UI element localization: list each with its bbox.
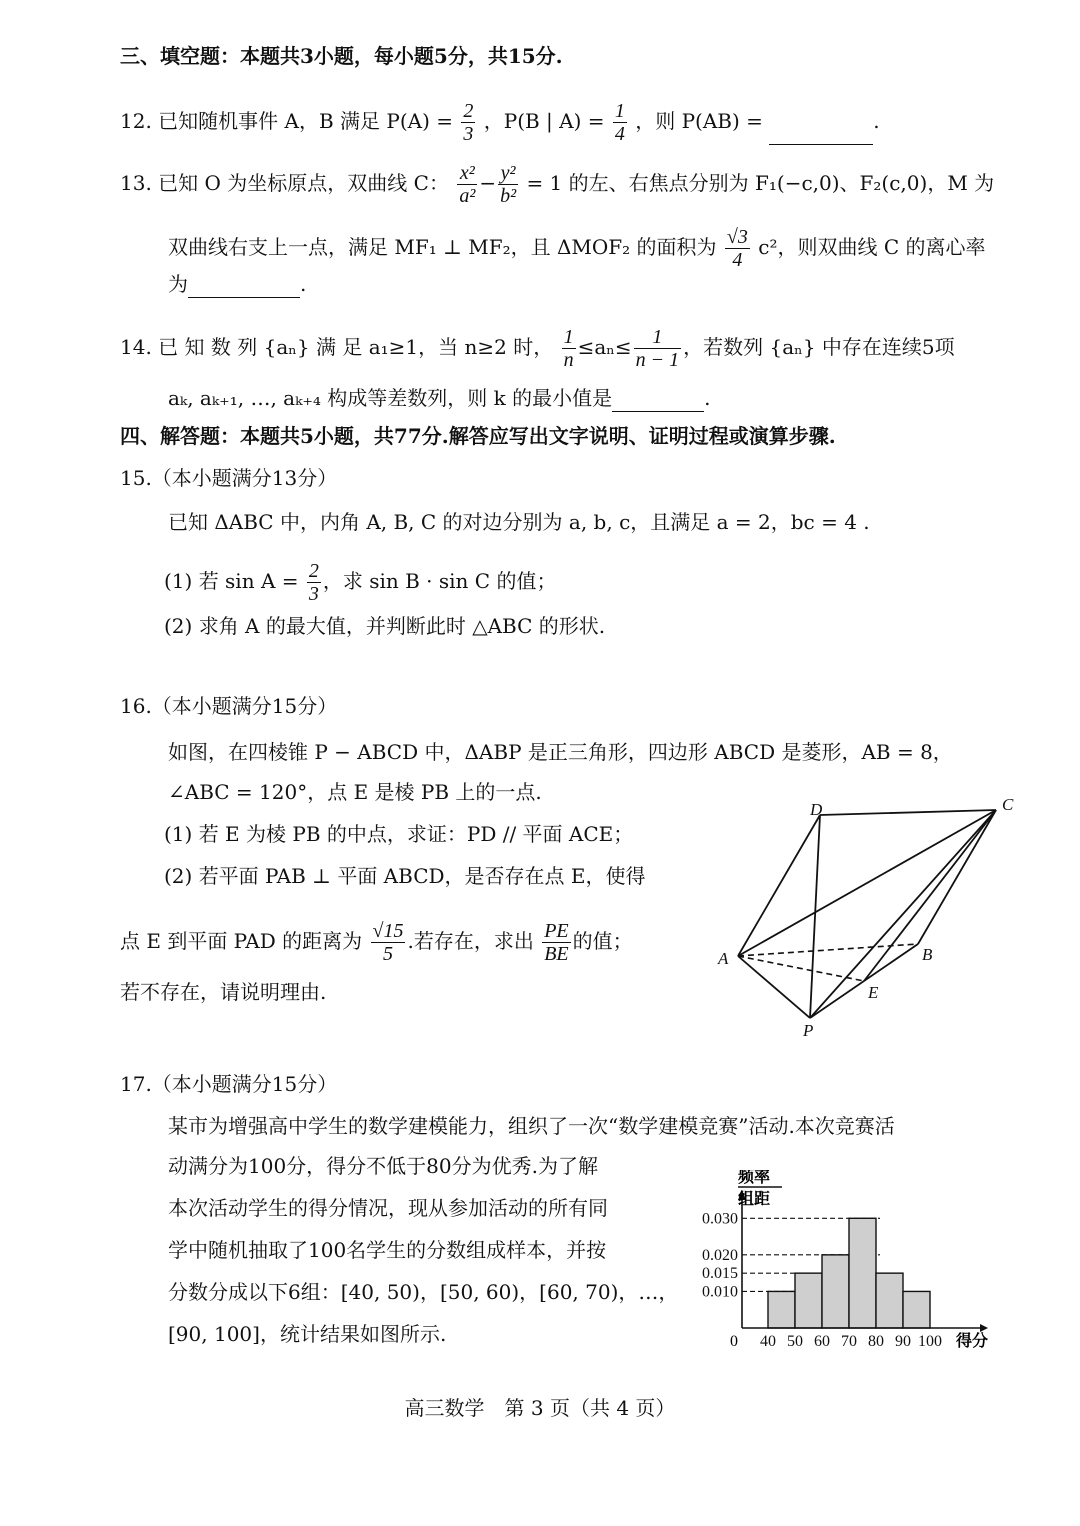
q17-text-4: 学中随机抽取了100名学生的分数组成样本，并按 <box>168 1238 607 1262</box>
label-D: D <box>810 800 823 819</box>
question-13-line-2 <box>168 226 986 271</box>
q12-period: . <box>873 109 880 133</box>
q15-part-1 <box>164 560 556 605</box>
q14-text-2: aₖ, aₖ₊₁, …, aₖ₊₄ 构成等差数列，则 k 的最小值是 <box>168 386 613 410</box>
q13-fraction-x: $\frac{\text{x²}}{\text{a²}}$ <box>459 162 476 207</box>
question-14-line-2 <box>168 384 711 412</box>
x-tick-label-5: 90 <box>895 1333 911 1350</box>
origin-label: 0 <box>730 1333 738 1350</box>
q12-number: 12. <box>120 109 152 133</box>
q13-text-1-post: = 1 的左、右焦点分别为 F₁(−c,0)、F₂(c,0)，M 为 <box>526 171 995 195</box>
q16-distance-text: 点 E 到平面 PAD 的距离为 <box>120 929 363 953</box>
histogram-bar-3 <box>849 1218 876 1328</box>
edge-CB <box>918 810 996 944</box>
q17-text-3: 本次活动学生的得分情况，现从参加活动的所有同 <box>168 1196 608 1220</box>
edge-AB-hidden <box>738 944 918 956</box>
q15-part-1-post: ，求 sin B · sin C 的值； <box>322 569 557 593</box>
question-14-line-1 <box>120 326 955 371</box>
edge-DC <box>820 810 996 815</box>
q12-text-post: ，则 P(AB) = <box>635 109 763 133</box>
q16-part-2: (2) 若平面 PAB ⊥ 平面 ABCD，是否存在点 E，使得 <box>164 864 646 888</box>
q13-period: . <box>300 272 307 296</box>
y-tick-label-2: 0.015 <box>702 1265 738 1283</box>
label-E: E <box>868 983 879 1002</box>
x-tick-label-0: 40 <box>760 1333 776 1350</box>
q13-text-2-pre: 双曲线右支上一点，满足 MF₁ ⊥ MF₂，且 ΔMOF₂ 的面积为 <box>168 235 717 259</box>
histogram-bar-2 <box>822 1255 849 1328</box>
question-13-line-3 <box>168 270 306 298</box>
y-label-bottom: 组距 <box>738 1191 771 1208</box>
q16-part-2-cont <box>120 920 633 965</box>
y-tick-label-1: 0.020 <box>702 1246 738 1264</box>
q16-statement-1: 如图，在四棱锥 P − ABCD 中，ΔABP 是正三角形，四边形 ABCD 是菱形，AB = 8， <box>168 740 953 764</box>
section-3-heading: 三、填空题：本题共3小题，每小题5分，共15分. <box>120 44 563 68</box>
q12-text-mid: ，P(B | A) = <box>483 109 605 133</box>
y-label-top: 频率 <box>738 1170 771 1186</box>
q15-part-2: (2) 求角 A 的最大值，并判断此时 △ABC 的形状. <box>164 614 606 638</box>
edge-PD <box>810 815 820 1018</box>
q14-answer-blank[interactable] <box>612 391 704 412</box>
q12-answer-blank[interactable] <box>769 124 873 145</box>
q15-statement: 已知 ΔABC 中，内角 A, B, C 的对边分别为 a, b, c，且满足 a = 2，bc = 4 . <box>168 510 870 534</box>
y-tick-label-3: 0.010 <box>702 1283 738 1301</box>
line-AC <box>738 810 996 956</box>
q14-text-1-post: ，若数列 {aₙ} 中存在连续5项 <box>683 335 955 359</box>
q13-answer-blank[interactable] <box>188 277 300 298</box>
q13-text-2-post: c²，则双曲线 C 的离心率 <box>758 235 986 259</box>
q13-text-1-pre: 已知 O 为坐标原点，双曲线 C： <box>158 171 449 195</box>
y-tick-label-0: 0.030 <box>702 1210 738 1228</box>
q14-inequality: ≤aₙ≤ <box>577 335 632 359</box>
q16-part-1: (1) 若 E 为棱 PB 的中点，求证：PD // 平面 ACE； <box>164 822 634 846</box>
q13-fraction-area: $\frac{√3}{4}$ <box>726 226 748 271</box>
edge-AP <box>738 956 810 1018</box>
q16-statement-2: ∠ABC = 120°，点 E 是棱 PB 上的一点. <box>168 780 542 804</box>
q16-statement-last: 若不存在，请说明理由. <box>120 980 327 1004</box>
q12-fraction-1: $\frac{2}{3}$ <box>463 100 474 145</box>
q17-text-5: 分数分成以下6组：[40, 50)，[50, 60)，[60, 70)，…， <box>168 1280 679 1304</box>
q16-value-text: 的值； <box>572 929 633 953</box>
x-tick-label-6: 100 <box>918 1333 942 1350</box>
histogram-bar-4 <box>876 1273 903 1328</box>
q14-number: 14. <box>120 335 152 359</box>
question-12 <box>120 100 880 145</box>
pyramid-figure <box>700 790 1030 1050</box>
x-axis-arrow-icon <box>980 1324 988 1332</box>
x-tick-label-1: 50 <box>787 1333 803 1350</box>
q17-text-2: 动满分为100分，得分不低于80分为优秀.为了解 <box>168 1154 598 1178</box>
x-tick-label-2: 60 <box>814 1333 830 1350</box>
q12-fraction-2: $\frac{1}{4}$ <box>614 100 625 145</box>
q12-text-pre: 已知随机事件 A，B 满足 P(A) = <box>158 109 454 133</box>
x-tick-label-3: 70 <box>841 1333 857 1350</box>
q16-ask-text: .若存在，求出 <box>407 929 534 953</box>
question-13-line-1 <box>120 162 994 207</box>
histogram-chart <box>680 1170 1010 1360</box>
q14-text-1-pre: 已 知 数 列 {aₙ} 满 足 a₁≥1，当 n≥2 时， <box>158 335 554 359</box>
q13-text-3: 为 <box>168 272 188 296</box>
q16-ratio-fraction: $\frac{PE}{BE}$ <box>544 920 569 965</box>
q15-fraction: $\frac{2}{3}$ <box>308 560 319 605</box>
q15-part-1-pre: (1) 若 sin A = <box>164 569 299 593</box>
q17-heading: 17.（本小题满分15分） <box>120 1072 338 1096</box>
page-footer: 高三数学 第 3 页（共 4 页） <box>404 1396 676 1420</box>
q16-heading: 16.（本小题满分15分） <box>120 694 338 718</box>
edge-AD <box>738 815 820 956</box>
q13-minus: − <box>479 171 497 195</box>
x-tick-label-4: 80 <box>868 1333 884 1350</box>
label-B: B <box>922 945 933 964</box>
q16-distance-fraction: $\frac{√15}{5}$ <box>372 920 404 965</box>
q14-fraction-a: $\frac{1}{n}$ <box>563 326 574 371</box>
q14-fraction-b: $\frac{1}{n - 1}$ <box>635 326 680 371</box>
label-A: A <box>718 949 729 968</box>
edge-PC <box>810 810 996 1018</box>
q17-text-6: [90, 100]，统计结果如图所示. <box>168 1322 447 1346</box>
line-AE-hidden <box>738 956 864 981</box>
histogram-bar-1 <box>795 1273 822 1328</box>
x-axis-label: 得分 <box>956 1333 989 1350</box>
label-C: C <box>1002 795 1014 814</box>
q13-number: 13. <box>120 171 152 195</box>
q13-fraction-y: $\frac{\text{y²}}{\text{b²}}$ <box>500 162 517 207</box>
histogram-bar-0 <box>768 1291 795 1328</box>
q17-text-1: 某市为增强高中学生的数学建模能力，组织了一次“数学建模竞赛”活动.本次竞赛活 <box>168 1114 895 1138</box>
q14-period: . <box>704 386 711 410</box>
section-4-heading: 四、解答题：本题共5小题，共77分.解答应写出文字说明、证明过程或演算步骤. <box>120 424 836 448</box>
histogram-bar-5 <box>903 1291 930 1328</box>
q15-heading: 15.（本小题满分13分） <box>120 466 338 490</box>
label-P: P <box>803 1021 814 1040</box>
